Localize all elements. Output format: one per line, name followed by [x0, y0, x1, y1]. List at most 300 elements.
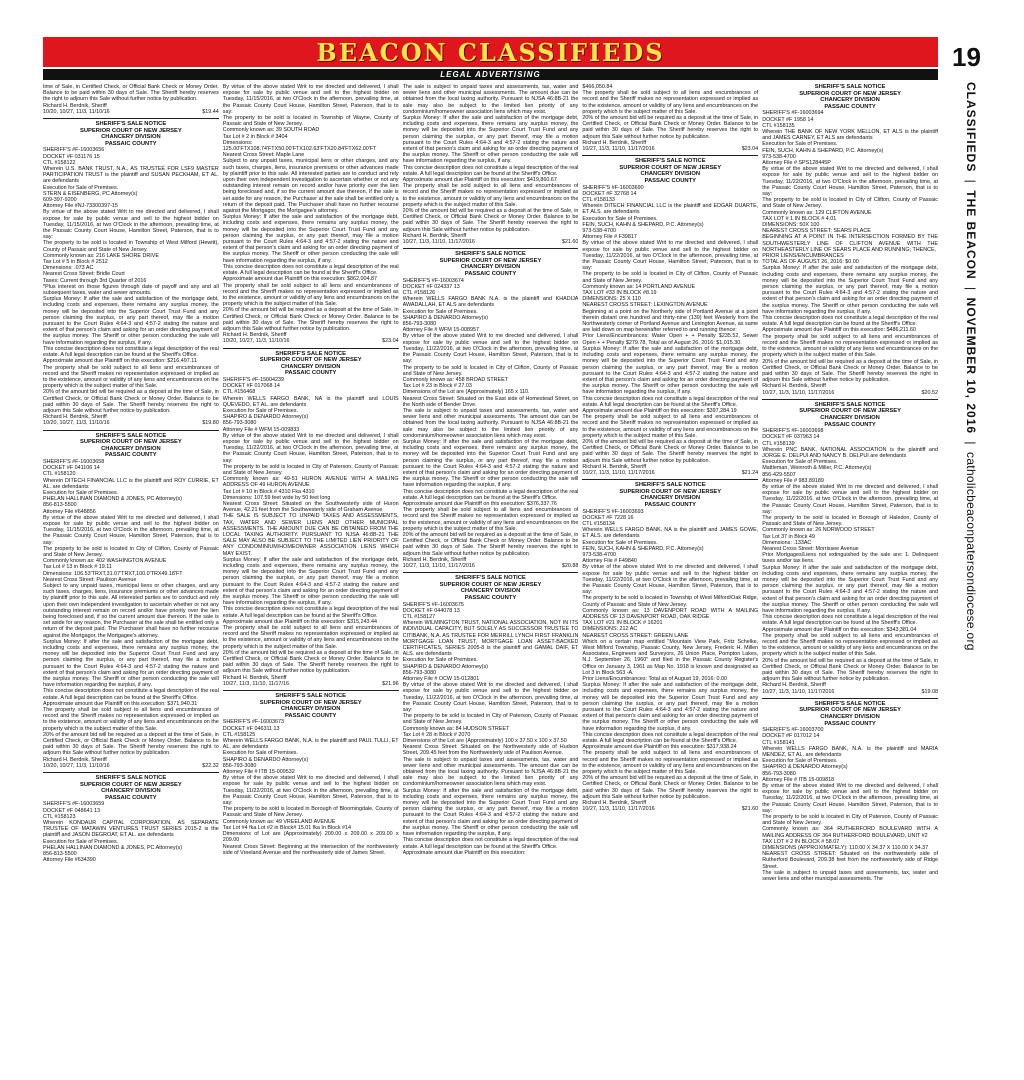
signature-text: Richard H. Berdnik, Sheriff	[222, 332, 287, 339]
notice-text: The property shall be sold subject to all liens and encumbrances of record and the Sheriff makes no representation expressed or implied as to the existence, amount or validity of any liens and encumbrances on the property which is the subject matter of this Sale.	[762, 333, 938, 359]
notice-heading-line: PASSAIC COUNTY	[464, 271, 517, 278]
notice-text: Surplus Money: If after the sale and satisfaction of the mortgage debt, including costs and expenses, there remains any surplus money, the money will be deposited into the Superior Court Trust Fund and any person claiming the surplus, or any part thereof, may file a motion pursuant to the Court Rules 4:64-3 and 4:57-2 stating the nature and extent of that person's claim and asking for an order directing payment of the surplus money. The Sheriff or other person conducting the sale will have information regarding the surplus, if any.	[43, 638, 219, 689]
notice-signature-row	[43, 763, 219, 769]
notice-heading-line: PASSAIC COUNTY	[284, 370, 337, 377]
signature-text: Richard H. Berdnik, Sheriff	[762, 682, 826, 689]
page-number: 19	[952, 42, 981, 72]
signature-text: 10/27, 11/3, 11/10, 11/17/2016	[402, 239, 475, 246]
notice-text: PHELAN HALLINAN DIAMOND & JONES, PC Attorney(s)	[43, 844, 182, 851]
notice-text: DOCKET #F 1958 14	[762, 116, 814, 123]
notice-heading-line: SUPERIOR COURT OF NEW JERSEY	[80, 781, 182, 788]
notice-heading-line: PASSAIC COUNTY	[824, 720, 876, 727]
notice-text: DIMENSIONS: 25 X 110	[582, 296, 641, 303]
notice-text: Surplus Money: If after the sale and satisfaction of the mortgage debt, including costs and expenses, there remains any surplus money, the money will be deposited into the Superior Court Trust Fund and any person claiming the surplus, or any part thereof, may file a motion pursuant to the Court Rules 4:64-3 and 4:57-2 stating the nature and extent of that person's claim and asking for an order directing payment of the surplus money. The Sheriff or other person conducting the sale will have information regarding the surplus, if any.	[762, 564, 938, 614]
folio-paper: THE BEACON	[964, 190, 978, 280]
notice-heading-line: PASSAIC COUNTY	[105, 140, 157, 147]
notice-text: SHERIFF'S #F-16003675	[402, 601, 464, 608]
notice-signature-row	[43, 420, 219, 426]
page-title: BEACON CLASSIFIEDS	[316, 37, 665, 67]
column-3	[403, 84, 579, 1074]
signature-text: Richard H. Berdnik, Sheriff	[582, 139, 647, 146]
notice-text: SHAPIRO & DENARDO Attorney(s)	[222, 414, 309, 421]
notice-text: The property shall be sold subject to all liens and encumbrances of record and the Sheriff makes no representation expressed or implied as to the existence, amount or validity of any liens and encumbrances on the property which is the subject matter of this Sale.	[582, 750, 759, 776]
notice-heading-line: SUPERIOR COURT OF NEW JERSEY	[80, 127, 182, 134]
notice-heading-line: SHERIFF'S SALE NOTICE	[275, 693, 346, 700]
notice-heading-line: CHANCERY DIVISION	[460, 264, 521, 271]
notice-text: This concise description does not constitute a legal description of the real estate. A full legal description can be found at the Sheriff's Office.	[402, 488, 579, 501]
notice-text: 856-813-5500	[43, 851, 77, 858]
notice-text: The sale is subject to unpaid taxes and assessments, tax, water and sewer liens and other municipal assessments. The	[762, 869, 938, 883]
notice-text: Prior Liens/Encumbrances: Water Open + + Penalty $235.52, Sewer Open + + Penalty $279.78, Total as of August 26, 2016: $1,015.30.	[582, 333, 759, 346]
notice-heading	[762, 402, 938, 428]
notice-text: Wherein WELLS FARGO BANK, NA is the plaintiff and JAMES GOWE, ET ALS. are defendants	[582, 527, 759, 540]
notice-heading-line: PASSAIC COUNTY	[824, 103, 876, 110]
notice-text: By virtue of the above stated Writ to me directed and delivered, I shall expose for sale by public venue and sell to the highest bidder on Tuesday, 11/22/2016, at two O'Clock in the afternoon, prevailing time, at the Passaic County Court House, Hamilton Street, Paterson, that is to say:	[582, 240, 759, 272]
notice-text: Dimensions: 107.59 feet wide by 50 feet long	[222, 494, 331, 501]
notice-text: FEIN, SUCH, KAHN & SHEPARD, P.C. Attorney(s)	[762, 147, 884, 154]
notice-divider	[762, 698, 938, 699]
notice-heading-line: PASSAIC COUNTY	[464, 594, 517, 601]
notice-text: 20% of the amount bid will be required as a deposit at the time of Sale, in Certified Check, or Official Bank Check or Money Order. Balance to be paid within 30 days of Sale. The Sheriff hereby reserves the right to adjourn this Sale without further notice by publication.	[43, 731, 219, 757]
notice-text: Wherein THE BANK OF NEW YORK MELLON, ET ALS is the plaintiff and JAMES CARNEY, ET ALS are defendants	[762, 128, 938, 142]
notice-heading	[582, 482, 758, 508]
notice-text: 856-793-3080	[402, 669, 437, 676]
notice-text: Wherein WELLS FARGO BANK, NA is the plaintiff and LOUIS QUEVEDO, ET AL. are defendants	[222, 395, 399, 408]
notice-text: TAX LOT #33 IN BLOCK #8.19	[582, 290, 657, 297]
notice-heading-line: CHANCERY DIVISION	[820, 414, 880, 421]
notice-text: The property to be sold is located in City of Clifton, County of Passaic and State of New Jersey.	[43, 545, 219, 558]
notice-text: Attorney File # ITB 15-009818	[762, 776, 835, 783]
notice-text: Commonly known as: 39 SOUTH ROAD	[222, 127, 320, 134]
signature-text: 10/27, 11/3, 11/10, 11/17/16	[222, 680, 290, 687]
notice-text: NEAREST CROSS STREET: GREEN LANE	[582, 632, 689, 639]
notice-text: Approximate amount due Plaintiff on this execution: $486,211.60	[762, 327, 917, 334]
notice-divider	[582, 155, 758, 156]
notice-text: DOCKET #F 037963 14	[762, 434, 820, 441]
notice-text: THE SALE IS SUBJECT TO UNPAID TAXES AND ASSESSMENTS, TAX, WATER AND SEWER LIENS AND OTHER MUNICIPAL ASSESSMENTS. THE AMOUNT DUE CAN BE OBTAINED FROM THE LOCAL TAXING AUTHORITY. PURSUANT TO NJSA 46:8B-21 THE SALE MAY ALSO BE SUBJECT TO THE LIMITED LIEN PRIORITY OF ANY CONDOMINIUM/HOMEOWNER ASSOCIATION LIENS WHICH MAY EXIST.	[222, 513, 399, 557]
notice-text: Approximate amount due Plaintiff on this execution: $317,938.24	[582, 744, 737, 751]
legal-notice-columns	[43, 84, 938, 1074]
notice-text: This concise description does not constitute a legal description of the real estate. A full legal description can be found at the Sheriff's Office.	[582, 731, 759, 745]
notice-divider	[43, 430, 219, 431]
notice-fee: $21.24	[741, 469, 759, 476]
signature-text: 10/27, 11/3, 11/10, 11/17/2016	[582, 146, 655, 153]
notice-text: This concise description does not constitute a legal description of the real estate. A full legal description can be found at the Sheriff's Office.	[222, 606, 399, 619]
notice-text: CTL #158134	[582, 520, 615, 527]
notice-text: DOCKET #F 046311 13	[222, 725, 280, 732]
notice-text: Execution for Sale of Premises.	[762, 141, 838, 148]
notice-fee: $23.04	[741, 146, 759, 153]
notice-text: TAX LOT #21 IN BLOCK # 16201	[582, 620, 663, 627]
notice-fee: $19.08	[921, 688, 938, 695]
notice-text: By virtue of the above stated Writ to me directed and delivered, I shall expose for sale by public venue and sell to the highest bidder on Tuesday, 11/22/2016, at two O'Clock in the afternoon, prevailing time, at the Passaic County Court House, Hamilton Street, Paterson, that is to say:	[402, 333, 579, 365]
notice-text: NEAREST CROSS STREET: SEARS PLACE	[762, 228, 871, 235]
notice-heading-line: CHANCERY DIVISION	[640, 495, 701, 502]
notice-text: NEAREST CROSS STREET: LEXINGTON AVENUE	[582, 302, 708, 309]
notice-heading-line: SUPERIOR COURT OF NEW JERSEY	[259, 699, 362, 706]
column-5	[762, 84, 938, 1074]
signature-text: Richard H. Berdnik, Sheriff	[402, 556, 467, 563]
notice-text: By virtue of the above stated Writ to me directed and delivered, I shall expose for sale by public venue and sell to the highest bidder on Tuesday, 11/15/2016, at two O'Clock in the afternoon, prevailing time, at the Passaic County Court House, Hamilton Street, Paterson, that is to say:	[222, 84, 399, 115]
notice-text: DOCKET #F 024337 13	[402, 283, 460, 290]
notice-text: Surplus Money: If after the sale and satisfaction of the mortgage debt, including costs and expenses, there remains any surplus money, the money will be deposited into the Superior Court Trust Fund and any person claiming the surplus, or any part thereof, may file a motion pursuant to the Court Rules 4:64-3 and 4:57-2 stating the nature and extent of that person's claim and asking for an order directing payment of the surplus money. The Sheriff or other person conducting the sale will have information regarding the surplus, if any.	[582, 682, 759, 732]
notice-text: The property shall be sold subject to all liens and encumbrances of record and the Sheriff makes no representation expressed or implied as to the existence, amount or validity of any liens and encumbrances on the property which is the subject matter of this Sale.	[582, 414, 759, 439]
side-folio	[941, 78, 991, 1078]
notice-text: Wherein WELLS FARGO BANK, N.A. is the plaintiff and PAUL TULLI, ET AL. are defendants	[222, 738, 399, 751]
notice-fee: $19.44	[202, 108, 219, 115]
notice-fee: $23.04	[382, 338, 399, 345]
notice-text: Which on a certain map entitled "Mountain View Park, Fritz Schelke, West Milford Township, Passaic County, New Jersey, Frederic H. Millen Associates, Engineers and Surveyors, 26 Union Place, Pompton Lakes, N.J. September 26, 1960" and filed in the Passaic County Register's Office on January 3, 1961 as Map No. 1918 is known and designated as Lot 3 in Block 563 -A.	[582, 638, 759, 676]
notice-heading	[43, 121, 219, 147]
notice-text: CTL #158127	[402, 613, 436, 620]
notice-text: Dimensions: 125.00'FTX108.74'FTX50.00'FTX102.63'FTX20.84'FTX62.00'FT	[222, 139, 377, 153]
notice-text: DOCKET #F 044078 13	[402, 607, 460, 614]
notice-text: 856-793-3080	[222, 762, 257, 769]
notice-text: Attorney File # OCW 15-012801	[402, 676, 480, 683]
folio-site: catholicbeaconpatersondiocese.org	[964, 452, 978, 651]
folio-sep-3: |	[964, 441, 978, 445]
notice-heading	[762, 701, 938, 727]
notice-text: Approximate amount due Plaintiff on this execution:	[402, 849, 526, 856]
notice-text: DIMENSIONS: 50X 100	[762, 222, 820, 229]
notice-text: Execution for Sale of Premises.	[43, 838, 119, 845]
notice-heading-line: CHANCERY DIVISION	[101, 134, 161, 141]
notice-text: By virtue of the above stated Writ to me directed and delivered, I shall expose for sale by public venue and sell to the highest bidder on Tuesday, 11/22/2016, at two O'Clock in the afternoon, prevailing time, at the Passaic County Court House, Hamilton Street, Paterson, that is to say:	[582, 564, 759, 596]
notice-text: CTL #158122	[43, 159, 76, 166]
notice-text: SHAPIRO & DENARDO Attorney(s)	[222, 756, 309, 763]
notice-text: Nearest Cross Street: Situated on the Northwesterly side of Hudson Street, 209.45 feet from the Northwesterly side of Paulison Avenue.	[402, 744, 579, 757]
notice-text: CTL #158126	[402, 290, 436, 297]
notice-heading-line: SHERIFF'S SALE NOTICE	[634, 158, 706, 165]
notice-text: Attorney File #634390	[43, 857, 96, 864]
notice-text: The property shall be sold subject to all liens and encumbrances of record and the Sheriff makes no representation expressed or implied as to the existence, amount or validity of any liens and encumbrances on the property which is the subject matter of this Sale.	[402, 507, 579, 532]
notice-text: Surplus Money: If after the sale and satisfaction of the mortgage debt, including costs and expenses, there remains any surplus money, the money will be deposited into the Superior Court Trust Fund and any person claiming the surplus, or any part thereof, may file a motion pursuant to the Court Rules 4:64-3 and 4:57-2 stating the nature and extent of that person's claim and asking for an order directing payment of the surplus money. The Sheriff or other person conducting the sale will have information regarding the surplus, if any.	[402, 438, 579, 489]
notice-text: Execution for Sale of Premises.	[222, 407, 298, 414]
notice-text: Attorney File #648856	[43, 508, 96, 515]
notice-text: Commonly known as: 13 DAVENPORT ROAD WITH A MAILING ADDRESS OF 13 DAVENPORT ROAD, OAK RIDGE	[582, 607, 759, 620]
notice-text: Approximate amount due Plaintiff on this execution: $376,337.76	[402, 500, 557, 507]
column-2	[223, 84, 399, 1074]
notice-text: 20% of the amount bid will be required as a deposit at the time of Sale, in Certified Check, or Official Bank Check or Money Order. Balance to be paid within 30 days of Sale. The Sheriff hereby reserves the right to adjourn this Sale without further notice by publication.	[582, 438, 759, 464]
notice-heading-line: SUPERIOR COURT OF NEW JERSEY	[799, 408, 901, 415]
notice-text: Execution for Sale of Premises.	[582, 539, 658, 546]
notice-text: Wherein KONDAUR CAPITAL CORPORATION, AS SEPARATE TRUSTEE OF MATAWIN VENTURES TRUST SERIES 2015-2 is the plaintiff and JASON DEGROAT, ET AL. are defendants	[43, 820, 219, 839]
notice-divider	[223, 690, 399, 691]
notice-heading	[43, 775, 219, 801]
notice-heading-line: CHANCERY DIVISION	[280, 363, 341, 370]
notice-heading-line: SHERIFF'S SALE NOTICE	[455, 251, 526, 258]
notice-text: CTL #158139	[762, 440, 795, 447]
notice-text: CTL #158133	[582, 197, 615, 204]
notice-text: Execution for Sale of Premises.	[762, 758, 838, 765]
notice-text: SHERIFF'S #F-16003674	[402, 277, 464, 284]
notice-text: Attorney File # F49840	[582, 558, 637, 565]
notice-text: TAX LOT # 2 IN BLOCK # 58.07	[762, 838, 840, 845]
notice-text: This concise description does not constitute a legal description of the real estate. A full legal description can be found at the Sheriff's Office.	[43, 688, 219, 701]
notice-text: BEGINNING AT A POINT IN THE INTERSECTION FORMED BY THE SOUTHWESTERLY LINE OF CLIFTON AVENUE WITH THE NORTHEASTERLY LINE OF SEARS PLACE AND RUNNING; THENCE,	[762, 234, 938, 253]
notice-text: SHERIFF'S #F-16003700	[762, 727, 824, 734]
notice-text: DOCKET #F 041106 14	[43, 465, 100, 472]
notice-divider	[43, 772, 219, 773]
notice-heading-line: CHANCERY DIVISION	[280, 706, 341, 713]
signature-text: 10/27, 11/3, 11/10, 11/17/2016	[582, 469, 655, 476]
notice-text: 20% of the amount bid will be required as a deposit at the time of Sale, in Certified Check, or Official Bank Check or Money Order. Balance to be paid within 30 days of Sale. The Sheriff hereby reserves the right to adjourn this Sale without further notice by publication.	[582, 775, 759, 800]
notice-text: Tax Lot # 10 in Block # 4310 Fka 4310	[222, 488, 315, 495]
notice-text: DOCKET #F 017012 14	[762, 733, 820, 740]
notice-heading	[43, 433, 219, 459]
notice-text: Dimensions: .073 AC	[43, 265, 94, 272]
signature-text: 10/27, 11/3, 11/10, 11/17/2016	[402, 563, 475, 569]
notice-text: PHELAN HALLINAN DIAMOND & JONES, PC Attorney(s)	[43, 496, 182, 503]
notice-fee: $19.80	[202, 420, 219, 427]
notice-heading	[223, 351, 399, 377]
notice-text: Nearest Cross Street: Bridle Court	[43, 271, 125, 278]
notice-heading-line: PASSAIC COUNTY	[824, 421, 876, 428]
notice-text: Wherein PNC BANK, NATIONAL ASSOCIATION is the plaintiff and JORGE E. DELPUI AND NANCY B. DELPUI are defendants	[762, 446, 938, 459]
notice-text: Mattleman, Weinroth & Miller, P.C. Attorney(s)	[762, 465, 872, 472]
notice-text: 609-397-9200	[43, 197, 77, 204]
notice-text: STERN & EISENBERG, PC Attorney(s)	[43, 190, 138, 197]
notice-text: The property to be sold is located in City of Clifton, County of Passaic and State of New Jersey.	[582, 271, 759, 284]
notice-text: The property shall be sold subject to all liens and encumbrances of record and the Sheriff makes no representation expressed or implied as to the existence, amount or validity of any liens and encumbrances on the property which is the subject matter of this Sale.	[222, 282, 399, 308]
notice-heading-line: SUPERIOR COURT OF NEW JERSEY	[439, 257, 542, 264]
notice-signature-row	[403, 563, 579, 569]
notice-text: The sale is subject to unpaid taxes and assessments, tax, water and sewer liens and other municipal assessments. The amount due can be obtained from the local taxing authority. Pursuant to NJSA 46:8B-21 the sale may also be subject to the limited lien priority of any condominium/homeowner association liens which may exist.	[402, 84, 579, 115]
notice-heading-line: PASSAIC COUNTY	[644, 178, 696, 185]
notice-text: CTL #158135	[762, 122, 795, 129]
notice-heading-line: PASSAIC COUNTY	[644, 501, 696, 508]
notice-divider	[403, 248, 579, 249]
notice-text: SHAPIRO & DENARDO Attorney(s)	[402, 663, 488, 670]
notice-text: The property shall be sold subject to all liens and encumbrances of record and the Sheriff makes no representation expressed or implied as to the existence, amount or validity of any liens and encumbrances on the property which is the subject matter of this Sale.	[43, 707, 219, 732]
notice-text: The property to be sold is located in City of Paterson, County of Passaic and State of New Jersey.	[762, 814, 938, 827]
notice-text: SHERIFF'S #F-16003694	[762, 110, 824, 117]
notice-heading-line: CHANCERY DIVISION	[640, 171, 701, 178]
notice-text: Subject to any unpaid taxes, municipal liens or other charges, and any such taxes, charges, liens, insurance premiums or other advances made by plaintiff prior to this sale. All interested parties are to conduct and rely upon their own independent investigation to ascertain whether or not any outstanding interest remain on record and/or have priority over the lien being foreclosed and, if so the current amount due thereon. If the sale is set aside for any reason, the Purchaser at the sale shall be entitled only a return of the deposit paid. The Purchaser shall have no further recourse against the Mortgagor, the Mortgagee's attorney.	[222, 158, 399, 215]
notice-heading-line: SHERIFF'S SALE NOTICE	[814, 401, 886, 408]
signature-text: 10/20, 10/27, 11/3, 11/10/16	[222, 338, 290, 345]
notice-heading-line: SHERIFF'S SALE NOTICE	[455, 575, 526, 582]
notice-text: Taxes: Current through 3rd Quarter of 2016	[43, 277, 147, 284]
notice-text: CTL #158125	[222, 731, 256, 738]
notice-text: Execution for Sale of Premises.	[762, 459, 838, 466]
notice-text: DOCKET #F 048641 13	[43, 807, 101, 814]
signature-text: 10/27, 11/3, 11/10, 11/17/2016	[762, 389, 835, 396]
notice-text: Surplus Money: If after the sale and satisfaction of the mortgage debt, including costs and expenses, there remains any surplus money, the money will be deposited into the Superior Court Trust Fund and any person claiming the surplus, or any part thereof, may file a motion pursuant to the Court Rules 4:64-3 and 4:57-2 stating the nature and extent of that person's claim and asking for an order directing payment of the surplus money. The Sheriff or other person conducting the sale will have information regarding the surplus, if any.	[402, 115, 579, 165]
notice-heading	[403, 251, 579, 277]
notice-text: 856-793-3080	[402, 321, 437, 328]
notice-text: This concise description does not constitute a legal description of the real estate. A full legal description can be found at the Sheriff's Office.	[402, 164, 579, 177]
notice-text: 973-538-4700	[762, 153, 796, 160]
notice-text: Nearest Cross Street: Morrissee Avenue	[762, 545, 859, 552]
notice-text: Commonly known as: 216 LAKE SHORE DRIVE	[43, 252, 159, 259]
notice-heading-line: SUPERIOR COURT OF NEW JERSEY	[619, 164, 722, 171]
folio-sep-2: |	[964, 286, 978, 291]
header-banner	[43, 37, 938, 67]
notice-text: Approximate amount due Plaintiff on this execution: $862,004.87	[222, 276, 378, 283]
notice-text: Dimensions of Lot are (Approximately) 209.00 x 209.00 x 209.00 x 209.00	[222, 831, 399, 844]
notice-text: Attorney File #NJ-73300397-15	[43, 203, 118, 210]
notice-text: TAX LOT # 1 IN BLOCK # 4.01	[762, 215, 837, 222]
notice-text: Commonly known as: 84 HUDSON STREET	[402, 725, 510, 732]
notice-text: The property to be sold is located in Borough of Bloomingdale, County of Passaic and State of New Jersey.	[222, 806, 399, 819]
notice-text: NEAREST CROSS STREET: Situated on the northwesterly side of Rutherford Boulevard, 209.38 feet from the northwesterly side of Ridge Street.	[762, 851, 938, 870]
notice-heading-line: SHERIFF'S SALE NOTICE	[95, 121, 167, 128]
notice-text: Commonly known as: 49 VREELAND AVENUE	[222, 818, 336, 825]
notice-text: Commonly known as: 14 PORTLAND AVENUE	[582, 283, 696, 290]
notice-text: Wherein WILMINGTON TRUST, NATIONAL ASSOCIATION, NOT IN ITS INDIVIDUAL CAPACITY, BUT SOLELY AS SUCCESSOR TRUSTEE TO CITIBANK, N.A. AS TRUSTEE FOR MERRILL LYNCH FIRST FRANKLIN MORTGAGE LOAN TRUST, MORTGAGE LOAN ASSET-BACKED CERTIFICATES, SERIES 2005-8 is the plaintiff and GAMAL DAIF, ET ALS. are defendants	[402, 620, 579, 658]
notice-text: Commonly known as: 26 NORWOOD STREET	[762, 527, 875, 534]
notice-text: The property shall be sold subject to all liens and encumbrances of record and the Sheriff makes no representation expressed or implied as to the existence, amount or validity of any liens and encumbrances on the property which is the subject matter of this Sale.	[43, 364, 219, 390]
notice-divider	[43, 118, 219, 119]
notice-text: Execution for Sale of Premises.	[402, 657, 478, 664]
notice-text: Attorney File # ITB 15-009532	[222, 769, 295, 776]
signature-text: Richard H. Berdnik, Sheriff	[762, 383, 826, 390]
notice-text: By virtue of the above stated Writ to me directed and delivered, I shall expose for sale by public venue and sell to the highest bidder on Tuesday, 11/22/2016, at two O'Clock in the afternoon, prevailing time, at the Passaic County Court House, Hamilton Street, Paterson, that is to say:	[402, 682, 579, 714]
notice-heading-line: CHANCERY DIVISION	[820, 97, 880, 104]
notice-text: Tax Lot # 23 in Block # 27.03	[402, 383, 472, 390]
notice-text: DOCKET #F 017068 14	[222, 383, 280, 390]
signature-text: 10/27, 11/3, 11/10, 11/17/2016	[762, 688, 835, 695]
notice-heading-line: SUPERIOR COURT OF NEW JERSEY	[439, 581, 542, 588]
folio-date: NOVEMBER 10, 2016	[964, 297, 978, 435]
notice-text: SHERIFF'S #F-16003658	[43, 458, 105, 465]
notice-text: CTL #158120	[43, 471, 76, 478]
notice-text: The property to be sold is located in Borough of Haledon, County of Passaic and State of New Jersey.	[762, 514, 938, 528]
notice-text: PRIOR LIENS/ENCUMBRANCES	[762, 253, 844, 260]
notice-heading-line: CHANCERY DIVISION	[101, 445, 161, 452]
notice-text: By virtue of the above stated Writ to me directed and delivered, I shall expose for sale by public venue and sell to the highest bidder on Tuesday, 11/22/2016, at two O'Clock in the afternoon, prevailing time, at the Passaic County Court House, Hamilton Street, Paterson, that is to say:	[762, 483, 938, 515]
notice-signature-row	[403, 239, 579, 245]
notice-text: Nearest Cross Street: Paulison Avenue	[43, 576, 137, 583]
notice-text: 856-793-3080	[222, 420, 257, 427]
notice-text: Tax Lot # 13 in Block # 19.11	[43, 564, 112, 571]
notice-text: The property to be sold is located in Township of West Milford (Hewitt), County of Passaic and State of New Jersey.	[43, 240, 219, 253]
notice-text: Surplus Money: If after the sale and satisfaction of the mortgage debt, including costs and expenses, there remains any surplus money, the money will be deposited into the Superior Court Trust Fund and any person claiming the surplus, or any part thereof, may file a motion pursuant to the Court Rules 4:64-3 and 4:57-2 stating the nature and extent of that person's claim and asking for an order directing payment of the surplus money. The Sheriff or other person conducting the sale will have information regarding the surplus, if any.	[222, 214, 399, 264]
notice-signature-row	[43, 109, 219, 115]
notice-text: Commonly known as: 364 RUTHERFORD BOULEVARD WITH A MAILING ADDRESS OF 364 RUTHERFORD BOULEVARD, UNIT #2	[762, 826, 938, 839]
notice-text: 973-538-4700	[582, 551, 616, 558]
notice-text: 20% of the amount bid will be required as a deposit at the time of Sale, in Certified Check, or Official Bank Check or Money Order. Balance to be paid within 30 days of Sale. The Sheriff hereby reserves the right to adjourn this Sale without further notice by publication.	[43, 389, 219, 414]
notice-text: *Plus interest on those figures through date of payoff and any and all subsequent taxes, water and sewer amounts.	[43, 283, 219, 297]
notice-text: Commonly known as: 402 WASHINGTON AVENUE	[43, 558, 167, 565]
notice-text: Beginning at a point on the Northerly side of Portland Avenue at a point therein distant one hundred and thirty-nine (139) feet Westerly from the Northwesterly corner of Portland Avenue and Lexington Avenue, as same are laid down on map hereinafter referred to and running thence:	[582, 308, 759, 334]
notice-text: By virtue of the above stated Writ to me directed and delivered, I shall expose for sale by public venue and sell to the highest bidder on Tuesday, 11/15/2016, at two O'Clock in the afternoon, prevailing time, at the Passaic County Court House, Hamilton Street, Paterson, that is to say:	[43, 209, 219, 241]
notice-text: Dimensions: .133AC	[762, 539, 812, 546]
signature-text: 10/27, 11/3, 11/10, 11/17/2016	[582, 806, 655, 813]
notice-text: By virtue of the above stated Writ to me directed and delivered, I shall expose for sale by public venue and sell to the highest bidder on Tuesday, 11/22/2016, at two O'Clock in the afternoon, prevailing time, at the Passaic County Court House, Hamilton Street, Paterson, that is to say:	[762, 166, 938, 198]
notice-text: SHERIFF'S #F-16003673	[222, 719, 285, 726]
notice-text: Nearest Cross Street: Beginning at the intersection of the northwesterly side of Vreeland Avenue and the northeasterly side of James Street.	[222, 843, 399, 856]
notice-signature-row	[582, 806, 758, 812]
section-label: LEGAL ADVERTISING	[43, 69, 938, 80]
notice-text: SHERIFF'S #F-15004239	[222, 376, 285, 383]
notice-heading-line: SHERIFF'S SALE NOTICE	[95, 432, 167, 439]
notice-text: Execution for Sale of Premises.	[222, 750, 298, 757]
notice-text: SHAPIRO & DENARDO Attorney(s)	[402, 314, 488, 321]
notice-text: DOCKET #F 7228 16	[582, 514, 634, 521]
folio-sep-1: |	[964, 179, 978, 184]
notice-text: TOTAL AS OF AUGUST 26, 2016: $0.00	[762, 259, 859, 266]
notice-text: Approximate amount due Plaintiff on this execution: $371,940.31	[43, 700, 198, 707]
signature-text: Richard H. Berdnik, Sheriff	[43, 102, 107, 109]
notice-text: 20% of the amount bid will be required as a deposit at the time of Sale, in Certified Check, or Official Bank Check or Money Order. Balance to be paid within 30 days of Sale. The Sheriff hereby reserves the right to adjourn this Sale without further notice by publication.	[222, 649, 399, 675]
notice-text: 856-813-5500	[43, 502, 77, 509]
notice-text: Dimensions of the Lot are (Approximately) 100 x 37.50 x 100 x 37.50	[402, 738, 567, 745]
notice-text: This concise description does not constitute a legal description of the real estate. A full legal description can be found at the Sheriff's Office.	[222, 263, 399, 277]
notice-text: CTL #158123	[43, 813, 76, 820]
notice-heading-line: CHANCERY DIVISION	[101, 788, 161, 795]
notice-text: Nearest Cross Street: Maple Lane	[222, 152, 305, 159]
notice-text: 20% of the amount bid will be required as a deposit at the time of Sale, in Certified Check, or Official Bank Check or Money Order. Balance to be paid within 30 days of Sale. The Sheriff hereby reserves the right to adjourn this Sale without further notice by publication.	[402, 531, 579, 557]
notice-text: By virtue of the above stated Writ to me directed and delivered, I shall expose for sale by public venue and sell to the highest bidder on Tuesday, 11/22/2016, at two O'Clock in the afternoon, prevailing time, at the Passaic County Court House, Hamilton Street, Paterson, that is to say:	[762, 783, 938, 814]
notice-signature-row	[582, 470, 758, 476]
notice-signature-row	[582, 146, 758, 152]
notice-text: The property shall be sold subject to all liens and encumbrances of record and the Sheriff makes no representation expressed or implied as to the existence, amount or validity of any liens and encumbrances on the property which is the subject matter of this Sale.	[222, 625, 399, 650]
notice-text: Execution for Sale of Premises.	[43, 489, 119, 496]
notice-fee: $20.52	[921, 389, 938, 396]
notice-text: Tax Lot # 28 in Block # 2070	[402, 731, 471, 738]
signature-text: 10/20, 10/27, 11/3, 11/10/16	[43, 420, 110, 427]
notice-heading	[403, 575, 579, 601]
notice-text: Approximate amount due Plaintiff on this execution: $216,497.11	[43, 358, 197, 365]
notice-signature-row	[223, 681, 399, 687]
notice-text: 973-538-4700	[582, 228, 616, 235]
notice-text: The sale is subject to unpaid taxes and assessments, tax, water and sewer liens and other municipal assessments. The amount due can be obtained from the local taxing authority. Pursuant to NJSA 46:8B-21 the sale may also be subject to the limited lien priority of any condominium/homeowner association liens which may exist.	[402, 756, 579, 788]
notice-text: This concise description does not constitute a legal description of the real estate. A full legal description can be found at the Sheriff's Office.	[762, 315, 938, 328]
notice-heading	[762, 84, 938, 110]
notice-text: 20% of the amount bid will be required as a deposit at the time of Sale, in Certified Check, or Official Bank Check or Money Order. Balance to be paid within 30 days of Sale. The Sheriff hereby reserves the right to adjourn this Sale without further notice by publication.	[402, 208, 579, 233]
notice-fee: $22.32	[202, 762, 219, 769]
notice-text: The property shall be sold subject to all liens and encumbrances of record and the Sheriff makes no representation expressed or implied as to the existence, amount or validity of any liens and encumbrances on the property which is the subject matter of this Sale.	[402, 183, 579, 208]
notice-text: Approximate amount due Plaintiff on this execution: $315,243.44	[222, 618, 378, 625]
notice-text: Tax Lot # 2 in Block # 3404	[222, 133, 288, 140]
notice-text: The property shall be sold subject to all liens and encumbrances of record and the Sheriff makes no representation expressed or implied as to the existence, amount or validity of any liens and encumbrances on the property which is the subject matter of this Sale.	[762, 632, 938, 658]
notice-text: SHERIFF'S #F-16003698	[762, 428, 824, 435]
notice-text: Approximate amount due Plaintiff on this execution: $397,284.19	[582, 407, 737, 414]
notice-text: DIMENSIONS: 212 AC	[582, 626, 638, 633]
notice-text: Execution for Sale of Premises.	[402, 308, 478, 315]
notice-text: FEIN, SUCH, KAHN & SHEPARD, P.C. Attorney(s)	[582, 545, 704, 552]
notice-text: Dimensions: 106.53'TRXT,31.07'TRXT,100.0'TRX49.18'FT	[43, 570, 183, 577]
notice-text: Approximate amount due Plaintiff on this execution: $419,860.67	[402, 177, 557, 184]
notice-text: Attorney File # 983.89189	[762, 477, 824, 484]
notice-text: Surplus Money: If after the sale and satisfaction of the mortgage debt, including costs and expenses, there remains any surplus money, the money will be deposited into the Superior Court Trust Fund and any person claiming the surplus, or any part thereof, may file a motion pursuant to the Court Rules 4:64-3 and 4:57-2 stating the nature and extent of that person's claim and asking for an order directing payment of the surplus money. The Sheriff or other person conducting the sale will have information regarding the surplus, if any.	[762, 265, 938, 315]
notice-fee: $20.88	[561, 563, 579, 569]
notice-text: Subject to any unpaid taxes, municipal liens or other charges, and any such taxes, charges, liens, insurance premiums or other advances made by plaintiff prior to this sale. All interested parties are to conduct and rely upon their own independent investigation to ascertain whether or not any outstanding interest remain on record and/or have priority over the lien being foreclosed and, if so the current amount due thereon. If the sale is set aside for any reason, the Purchaser at the sale shall be entitled only a return of the deposit paid. The Purchaser shall have no further recourse against the Mortgagor, the Mortgagee's attorney.	[43, 582, 219, 639]
notice-text: The property to be sold is located in City of Paterson, County of Passaic and State of New Jersey.	[222, 463, 399, 476]
notice-text: By virtue of the above stated Writ to me directed and delivered, I shall expose for sale by public venue and sell to the highest bidder on Tuesday, 11/22/2016, at two O'Clock in the afternoon, prevailing time, at the Passaic County Court House, Hamilton Street, Paterson, that is to say:	[222, 775, 399, 807]
notice-text: Execution for Sale of Premises.	[582, 215, 658, 222]
notice-text: By virtue of the above stated Writ to me directed and delivered, I shall expose for sale by public venue and sell to the highest bidder on Tuesday, 11/15/2016, at two O'Clock in the afternoon, prevailing time, at the Passaic County Court House, Hamilton Street, Paterson, that is to say:	[43, 514, 219, 546]
notice-divider	[582, 479, 758, 480]
notice-divider	[223, 348, 399, 349]
notice-text: Tax Lot #4 fka Lot #2 in Block# 15.01 fka In Block #14	[222, 824, 352, 831]
notice-heading-line: SUPERIOR COURT OF NEW JERSEY	[619, 488, 722, 495]
notice-text: 20% of the amount bid will be required as a deposit at the time of Sale, in Certified Check, or Official Bank Check or Money Order. Balance to be paid within 30 days of Sale. The Sheriff hereby reserves the right to adjourn this Sale without further notice by publication.	[762, 358, 938, 384]
signature-text: Richard H. Berdnik, Sheriff	[582, 800, 647, 807]
signature-text: Richard H. Berdnik, Sheriff	[43, 756, 107, 763]
signature-text: 10/20, 10/27, 11/3, 11/10/16	[43, 108, 110, 115]
notice-heading-line: SHERIFF'S SALE NOTICE	[275, 350, 346, 357]
notice-heading	[582, 158, 758, 184]
column-4	[582, 84, 758, 1074]
notice-text: The property to be sold is located in City of Clifton, County of Passaic and State of New Jersey.	[402, 364, 579, 377]
notice-text: 20% of the amount bid will be required as a deposit at the time of Sale, in Certified Check, or Official Bank Check or Money Order. Balance to be paid within 30 days of Sale. The Sheriff hereby reserves the right to adjourn this Sale without further notice by publication.	[762, 657, 938, 683]
notice-text: Attorney File # SPS128445P	[762, 160, 831, 166]
notice-text: FEIN, SUCH, KAHN & SHEPARD, P.C. Attorney(s)	[582, 221, 704, 228]
notice-heading-line: SUPERIOR COURT OF NEW JERSEY	[259, 357, 362, 364]
